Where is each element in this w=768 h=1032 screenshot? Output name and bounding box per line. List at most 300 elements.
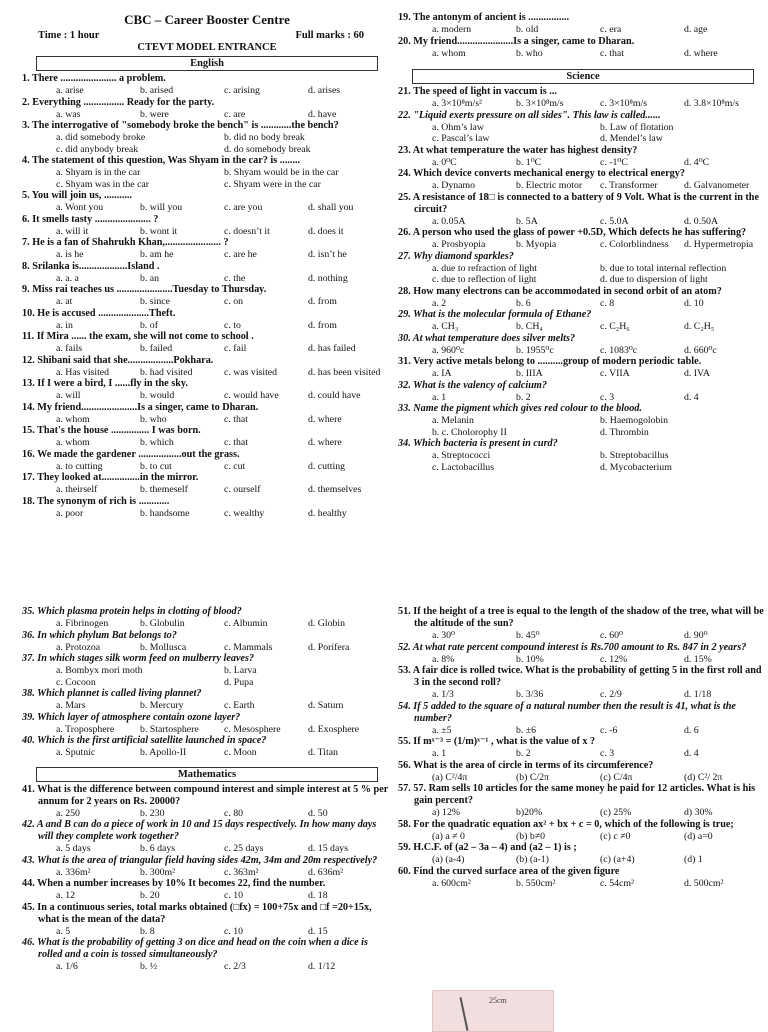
question-text: 16. We made the gardener .................out the grass.	[22, 448, 240, 460]
question-text: 54. If 5 added to the square of a natural number then the result is 41, what is the number?	[398, 700, 736, 724]
answer-option: d. isn’t he	[308, 249, 347, 260]
question-item	[22, 308, 392, 332]
answer-option: a. 2	[432, 297, 447, 309]
answer-option: (a) (a-4)	[432, 854, 465, 865]
answer-options	[398, 345, 768, 357]
answer-option: d. 636m²	[308, 866, 344, 878]
question-text: 57. 57. Ram sells 10 articles for the same money he paid for 12 articles. What is his gain percent?	[398, 783, 756, 806]
answer-option: c. 80	[224, 807, 244, 819]
answer-option: a. Melanin	[432, 415, 474, 426]
answer-option: b. who	[516, 47, 543, 59]
answer-option: a. Fibrinogen	[56, 618, 109, 629]
answer-option: d. healthy	[308, 507, 347, 519]
question-item	[22, 819, 392, 855]
question-item	[22, 712, 392, 736]
question-item	[398, 642, 768, 666]
question-item	[22, 902, 392, 938]
question-item	[398, 701, 768, 737]
answer-option: d. C₂H₅	[684, 321, 715, 332]
answer-option: d. cutting	[308, 460, 346, 472]
answer-option: b. failed	[140, 343, 173, 354]
question-item	[398, 36, 768, 60]
answer-option: a. 1	[432, 391, 447, 403]
question-item	[398, 760, 768, 784]
answer-option: (c) c ≠0	[600, 830, 631, 842]
question-item	[398, 168, 768, 192]
answer-option: (c) (a+4)	[600, 854, 635, 865]
answer-option: a. Bombyx mori moth	[56, 665, 143, 676]
answer-option: d. Exosphere	[308, 723, 360, 735]
question-text: 32. What is the valency of calcium?	[398, 379, 547, 391]
answer-option: b. Haemogolobin	[600, 415, 669, 426]
answer-option: d. does it	[308, 225, 344, 237]
answer-option: a. IA	[432, 368, 452, 379]
question-item	[22, 472, 392, 496]
answer-option: a. CH₃	[432, 321, 459, 332]
question-item	[22, 73, 392, 97]
answer-option: a. due to refraction of light	[432, 262, 538, 274]
answer-option: a. 1/6	[56, 961, 78, 972]
answer-option: a. Shyam is in the car	[56, 167, 141, 178]
answer-options	[398, 48, 768, 60]
answer-option: b. 45⁰	[516, 630, 540, 641]
answer-option: a. arise	[56, 85, 84, 96]
question-text: 31. Very active metals belong to ..........group of modern periodic table.	[398, 356, 702, 367]
question-text: 20. My friend......................Is a singer, came to Dharan.	[398, 35, 635, 47]
question-text: 36. In which phylum Bat belongs to?	[22, 629, 177, 641]
question-item	[398, 86, 768, 110]
answer-option: c. 363m²	[224, 866, 259, 878]
answer-option: d. 3.8×10⁸m/s	[684, 98, 739, 109]
question-item	[398, 783, 768, 819]
answer-option: a. whom	[56, 413, 90, 425]
answer-option: b. will you	[140, 202, 183, 213]
question-text: 60. Find the curved surface area of the given figure	[398, 865, 620, 877]
answer-option: d. from	[308, 296, 337, 307]
answer-option: b. 3/36	[516, 689, 544, 700]
answer-option: b. 1955⁰c	[516, 344, 554, 356]
answer-options	[22, 249, 392, 261]
answer-option: c. are he	[224, 249, 257, 260]
answer-option: c. Mammals	[224, 641, 273, 653]
answer-option: d. where	[308, 437, 342, 448]
answer-option: d. do somebody break	[224, 143, 311, 155]
answer-option: b. would	[140, 390, 175, 401]
answer-option: a. Troposphere	[56, 723, 115, 735]
question-text: 42. A and B can do a piece of work in 10 and 15 days respectively. In how many days will they complete work together?	[22, 819, 377, 842]
answer-option: a. 8%	[432, 653, 455, 665]
answer-option: c. are you	[224, 202, 263, 213]
question-item	[398, 606, 768, 642]
answer-options	[22, 843, 392, 855]
answer-options	[22, 167, 392, 190]
question-text: 52. At what rate percent compound interest is Rs.700 amount to Rs. 847 in 2 years?	[398, 641, 747, 653]
answer-option: c. VIIA	[600, 368, 630, 379]
answer-option: c. Moon	[224, 747, 257, 758]
answer-option: b. 550cm²	[516, 877, 556, 889]
answer-options	[22, 461, 392, 473]
answer-options	[398, 263, 768, 286]
answer-option: a. Ohm’s law	[432, 121, 484, 133]
answer-option: a. 5	[56, 925, 71, 937]
answer-option: a) 12%	[432, 807, 461, 818]
answer-option: a. whom	[432, 47, 466, 59]
answer-option: a. Mars	[56, 700, 86, 711]
question-list	[398, 86, 768, 473]
answer-option: a. whom	[56, 437, 90, 448]
answer-option: a. at	[56, 296, 73, 307]
answer-option: d. IVA	[684, 368, 710, 379]
question-list	[22, 73, 392, 519]
answer-option: b. due to total internal reflection	[600, 262, 727, 274]
answer-option: d. shall you	[308, 202, 354, 213]
answer-options	[22, 926, 392, 938]
answer-option: c. Shyam was in the car	[56, 178, 150, 190]
answer-option: d. nothing	[308, 272, 348, 284]
exam-time: Time : 1 hour	[38, 30, 100, 41]
question-item	[398, 12, 768, 36]
answer-option: a. modern	[432, 24, 472, 35]
question-text: 14. My friend......................Is a singer, came to Dharan.	[22, 401, 259, 413]
question-list	[22, 606, 392, 759]
question-text: 22. "Liquid exerts pressure on all sides". This law is called......	[398, 109, 661, 121]
question-text: 40. Which is the first artificial satellite launched in space?	[22, 735, 267, 746]
question-item	[22, 120, 392, 155]
question-item	[22, 688, 392, 712]
answer-option: d. 500cm²	[684, 877, 724, 889]
question-text: 56. What is the area of circle in terms of its circumference?	[398, 759, 654, 771]
answer-options	[398, 725, 768, 737]
answer-option: b. 2	[516, 748, 531, 759]
question-item	[398, 286, 768, 310]
answer-option: a. will it	[56, 225, 89, 237]
question-text: 19. The antonym of ancient is ................	[398, 12, 570, 23]
answer-option: a. 336m²	[56, 866, 91, 878]
answer-option: d. 1/12	[308, 961, 336, 972]
answer-option: a. to cutting	[56, 460, 103, 472]
answer-option: d. themselves	[308, 484, 362, 495]
answer-option: c. -1⁰C	[600, 156, 628, 168]
question-text: 3. The interrogative of "somebody broke the bench" is ............the bench?	[22, 120, 339, 131]
answer-option: c. 2/3	[224, 961, 246, 972]
answer-options	[22, 700, 392, 712]
answer-option: c. the	[224, 272, 246, 284]
question-item	[22, 855, 392, 879]
answer-option: a. 1	[432, 748, 447, 759]
answer-option: b. Globulin	[140, 618, 185, 629]
answer-option: c. on	[224, 296, 244, 307]
question-text: 28. How many electrons can be accommodated in second orbit of an atom?	[398, 285, 722, 297]
answer-option: b. ±6	[516, 724, 537, 736]
question-list	[22, 784, 392, 973]
question-item	[22, 97, 392, 121]
question-item	[398, 145, 768, 169]
question-item	[22, 630, 392, 654]
answer-option: d. 15 days	[308, 843, 349, 854]
section-science: Science	[412, 69, 754, 84]
answer-option: d. Mycobacterium	[600, 461, 672, 473]
answer-options	[22, 85, 392, 97]
answer-option: b. old	[516, 24, 539, 35]
answer-option: d. Thrombin	[600, 426, 649, 438]
answer-option: (b) (a-1)	[516, 854, 549, 865]
answer-option: d. Mendel’s law	[600, 133, 663, 144]
answer-options	[398, 654, 768, 666]
column-1	[22, 12, 392, 519]
answer-option: c. arising	[224, 85, 260, 96]
answer-option: b. 2	[516, 391, 531, 403]
question-item	[22, 735, 392, 759]
answer-options	[398, 854, 768, 866]
answer-option: d. 4⁰C	[684, 156, 710, 168]
answer-option: a. Protozoa	[56, 641, 101, 653]
question-text: 24. Which device converts mechanical energy to electrical energy?	[398, 168, 685, 179]
answer-option: c. Shyam were in the car	[224, 178, 321, 190]
question-item	[22, 284, 392, 308]
answer-option: c. 25 days	[224, 843, 264, 854]
question-text: 29. What is the molecular formula of Ethane?	[398, 309, 592, 320]
answer-option: c. 3	[600, 748, 615, 759]
question-text: 23. At what temperature the water has highest density?	[398, 144, 638, 156]
answer-option: b. 6	[516, 297, 531, 309]
answer-option: c. that	[224, 413, 248, 425]
question-item	[22, 331, 392, 355]
answer-option: a. did somebody broke	[56, 132, 146, 143]
question-item	[398, 736, 768, 760]
answer-option: c. fail	[224, 343, 247, 354]
question-item	[22, 425, 392, 449]
answer-option: a. is he	[56, 249, 84, 260]
question-item	[22, 214, 392, 238]
question-text: 37. In which stages silk worm feed on mulberry leaves?	[22, 653, 255, 664]
column-4	[398, 606, 768, 889]
answer-option: a. will	[56, 390, 81, 401]
answer-option: d. where	[308, 413, 342, 425]
question-item	[22, 878, 392, 902]
answer-option: c. 8	[600, 297, 615, 309]
question-text: 9. Miss rai teaches us ......................Tuesday to Thursday.	[22, 284, 267, 295]
answer-option: a. Dynamo	[432, 180, 475, 191]
answer-options	[398, 748, 768, 760]
answer-option: b. 300m²	[140, 866, 176, 878]
answer-option: d. have	[308, 108, 337, 120]
exam-marks: Full marks : 60	[295, 30, 364, 41]
answer-option: b. ½	[140, 961, 158, 972]
answer-option: b. Startosphere	[140, 723, 199, 735]
question-text: 27. Why diamond sparkles?	[398, 250, 514, 262]
answer-options	[22, 665, 392, 688]
section-mathematics: Mathematics	[36, 767, 378, 782]
question-text: 4. The statement of this question, Was Shyam in the car? is ........	[22, 155, 301, 166]
answer-options	[22, 808, 392, 820]
answer-option: d. 660⁰c	[684, 344, 717, 356]
answer-option: c. 5.0A	[600, 215, 629, 227]
answer-option: d. Saturn	[308, 700, 344, 711]
answer-option: (a) C²/4π	[432, 771, 468, 783]
answer-option: b. had visited	[140, 366, 193, 378]
answer-option: d. due to dispersion of light	[600, 274, 708, 285]
question-item	[22, 653, 392, 688]
answer-option: b. CH₄	[516, 321, 543, 332]
answer-option: b. IIIA	[516, 368, 543, 379]
answer-option: a. Sputnic	[56, 747, 96, 758]
question-item	[22, 355, 392, 379]
answer-option: b. of	[140, 319, 158, 331]
answer-option: c. due to reflection of light	[432, 274, 537, 285]
answer-option: c. are	[224, 108, 246, 120]
answer-options	[22, 390, 392, 402]
answer-option: c. Pascal’s law	[432, 133, 490, 144]
answer-option: (c) 25%	[600, 807, 632, 818]
question-text: 6. It smells tasty ...................... ?	[22, 213, 159, 225]
answer-option: b. an	[140, 272, 160, 284]
question-item	[22, 261, 392, 285]
answer-option: c. Transformer	[600, 180, 658, 191]
answer-option: c. did anybody break	[56, 143, 139, 155]
exam-subtitle: CTEVT MODEL ENTRANCE	[137, 42, 277, 53]
answer-options	[398, 180, 768, 192]
answer-option: b. who	[140, 413, 167, 425]
answer-options	[22, 890, 392, 902]
answer-option: d. arises	[308, 85, 341, 96]
answer-option: b. 1⁰C	[516, 156, 542, 168]
answer-option: c. Cocoon	[56, 676, 96, 688]
answer-option: a. theirself	[56, 484, 98, 495]
answer-option: d. Galvanometer	[684, 180, 750, 191]
answer-options	[22, 343, 392, 355]
answer-option: c. 60⁰	[600, 630, 623, 641]
question-text: 30. At what temperature does silver melts?	[398, 332, 576, 344]
answer-option: a. ±5	[432, 724, 452, 736]
answer-option: d. Hypermetropia	[684, 239, 754, 250]
answer-option: a. poor	[56, 507, 84, 519]
answer-options	[22, 484, 392, 496]
answer-options	[22, 724, 392, 736]
answer-option: b. Shyam would be in the car	[224, 167, 339, 178]
answer-options	[22, 867, 392, 879]
answer-options	[398, 368, 768, 380]
answer-options	[22, 226, 392, 238]
answer-option: d. 15	[308, 925, 328, 937]
answer-option: (a) a ≠ 0	[432, 830, 465, 842]
question-text: 17. They looked at...............in the mirror.	[22, 472, 199, 483]
answer-options	[22, 437, 392, 449]
answer-option: d. 15%	[684, 653, 712, 665]
column-2	[398, 12, 768, 473]
question-list	[398, 12, 768, 59]
question-text: 18. The synonym of rich is ............	[22, 495, 170, 507]
page-title: CBC – Career Booster Centre	[124, 12, 290, 27]
answer-options	[398, 630, 768, 642]
answer-option: a. 0.05A	[432, 215, 466, 227]
answer-option: a. 1/3	[432, 689, 454, 700]
answer-options	[398, 122, 768, 145]
column-3	[22, 606, 392, 973]
answer-option: c. wealthy	[224, 507, 265, 519]
answer-option: a. Wont you	[56, 202, 104, 213]
answer-option: d. could have	[308, 390, 361, 401]
answer-option: c. cut	[224, 460, 246, 472]
answer-option: b. Law of flotation	[600, 121, 674, 133]
answer-option: b. were	[140, 108, 169, 120]
answer-option: c. Mesosphere	[224, 723, 281, 735]
question-text: 11. If Mira ...... the exam, she will not come to school .	[22, 331, 254, 342]
answer-options	[22, 747, 392, 759]
answer-option: b. which	[140, 437, 174, 448]
question-text: 1. There ...................... a problem.	[22, 73, 166, 84]
answer-option: c. that	[600, 47, 624, 59]
answer-option: d) 30%	[684, 807, 713, 818]
exam-meta	[22, 30, 392, 42]
answer-option: a. 0⁰C	[432, 156, 457, 168]
answer-option: b. 6 days	[140, 843, 176, 854]
question-item	[398, 333, 768, 357]
cone-edge	[459, 997, 468, 1031]
answer-option: c. 12%	[600, 653, 628, 665]
question-list	[398, 606, 768, 889]
answer-option: d. 1/18	[684, 689, 712, 700]
answer-option: d. 4	[684, 748, 699, 759]
question-text: 5. You will join us, ...........	[22, 190, 133, 201]
answer-option: b. since	[140, 296, 170, 307]
answer-option: b. Mollusca	[140, 641, 187, 653]
question-item	[398, 192, 768, 228]
answer-option: d. Titan	[308, 747, 338, 758]
answer-option: d. 4	[684, 391, 699, 403]
answer-option: a. was	[56, 108, 81, 120]
answer-options	[398, 807, 768, 819]
question-item	[398, 227, 768, 251]
answer-option: b. c. Cholorophy II	[432, 426, 507, 438]
answer-option: c. would have	[224, 390, 279, 401]
cone-figure	[432, 990, 554, 1032]
answer-options	[398, 689, 768, 701]
answer-option: a. 12	[56, 890, 76, 901]
answer-option: a. in	[56, 319, 73, 331]
answer-options	[22, 320, 392, 332]
question-text: 15. That's the house ............... I was born.	[22, 425, 201, 436]
question-item	[398, 403, 768, 438]
answer-option: d. where	[684, 47, 718, 59]
answer-option: c. ourself	[224, 484, 261, 495]
answer-option: c. 10	[224, 925, 244, 937]
answer-option: d. 18	[308, 890, 328, 901]
answer-option: (c) C/4π	[600, 771, 633, 783]
answer-options	[398, 415, 768, 438]
answer-option: b. 20	[140, 890, 160, 901]
question-item	[398, 380, 768, 404]
question-text: 2. Everything ................ Ready for the party.	[22, 96, 215, 108]
question-item	[398, 842, 768, 866]
answer-options	[398, 321, 768, 333]
answer-option: b. to cut	[140, 460, 172, 472]
answer-option: a. Streptococci	[432, 450, 491, 461]
answer-option: c. Colorblindness	[600, 239, 669, 250]
answer-option: c. Lactobacillus	[432, 461, 495, 473]
answer-option: (b) b≠0	[516, 830, 546, 842]
answer-option: c. doesn’t it	[224, 225, 270, 237]
answer-option: b. 230	[140, 807, 165, 819]
question-item	[398, 251, 768, 286]
answer-options	[22, 642, 392, 654]
question-item	[398, 438, 768, 473]
answer-option: b. 5A	[516, 215, 538, 227]
answer-option: b. did no body break	[224, 132, 305, 143]
answer-option: c. 10	[224, 890, 244, 901]
answer-option: b. wont it	[140, 225, 178, 237]
answer-option: b. Apollo-II	[140, 747, 187, 758]
answer-option: d. 6	[684, 724, 699, 736]
